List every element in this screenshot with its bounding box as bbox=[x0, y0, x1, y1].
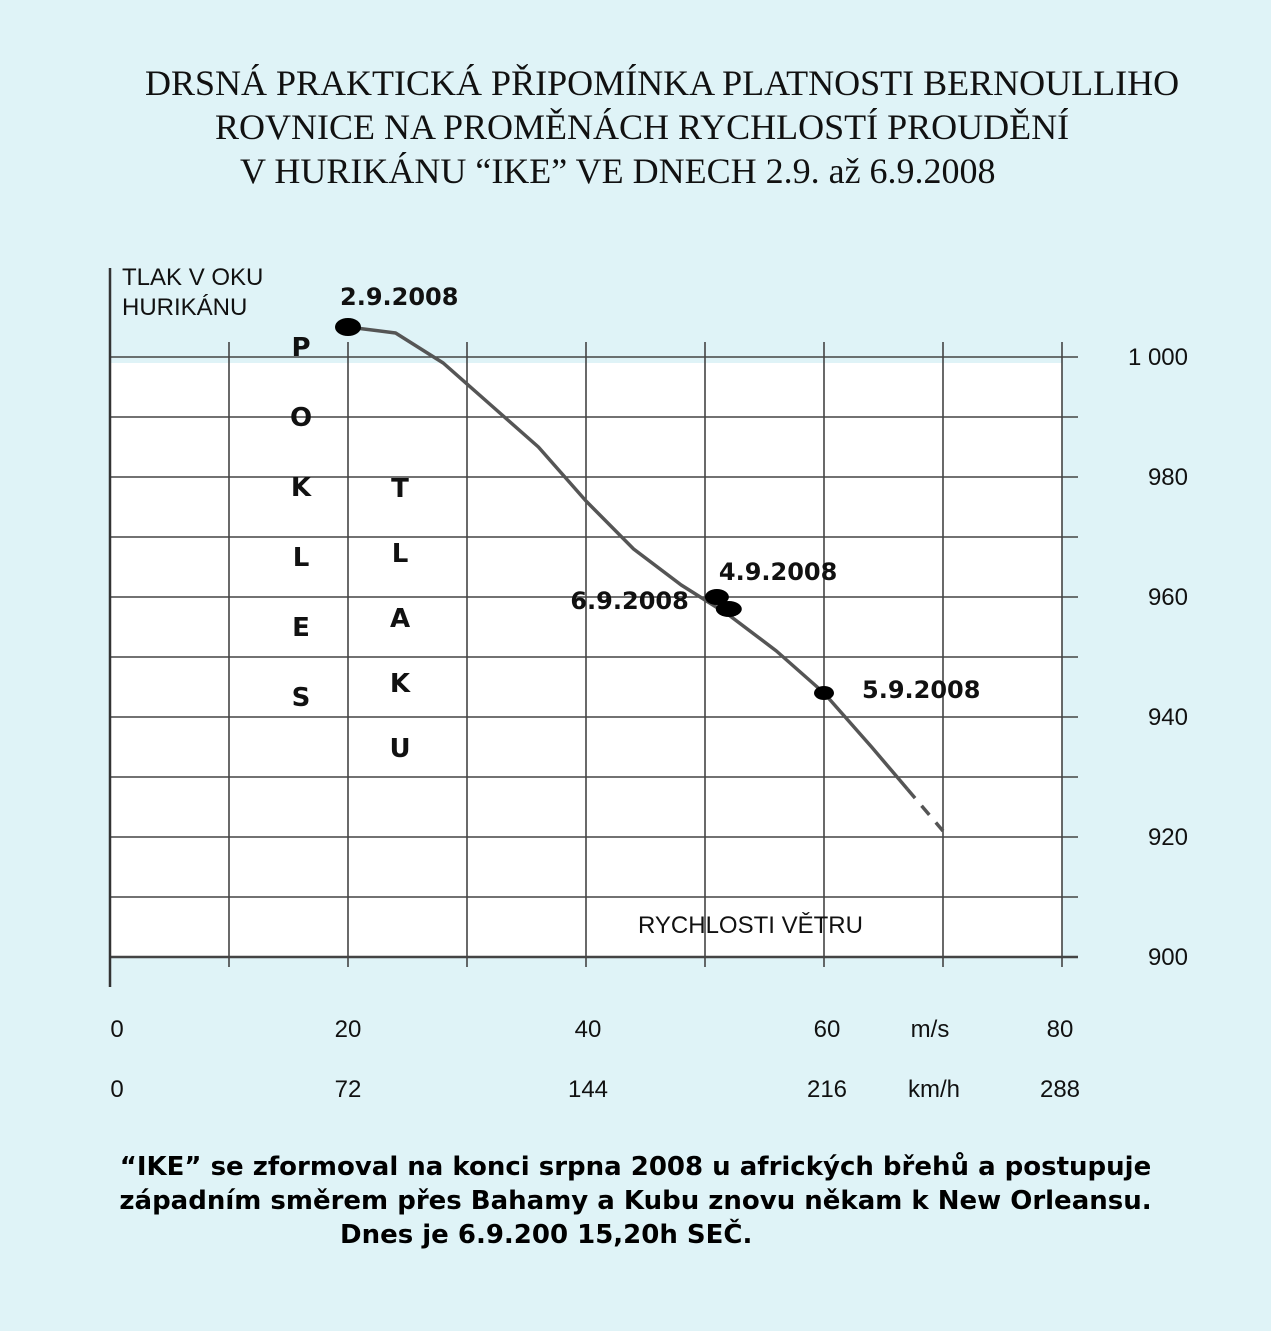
annotation-tlaku-letter: T bbox=[391, 474, 409, 504]
data-point-label: 2.9.2008 bbox=[340, 283, 459, 311]
y-tick-label: 940 bbox=[1147, 704, 1188, 731]
x-tick-label-ms: 60 bbox=[813, 1016, 841, 1043]
annotation-pokles-letter: S bbox=[291, 683, 311, 713]
title-line-2: ROVNICE NA PROMĚNÁCH RYCHLOSTÍ PROUDĚNÍ bbox=[215, 107, 1070, 147]
y-axis-label-line-1: TLAK V OKU bbox=[122, 264, 264, 291]
data-point-label: 5.9.2008 bbox=[862, 676, 981, 704]
annotation-tlaku-letter: K bbox=[389, 669, 411, 699]
x-unit-kmh: km/h bbox=[907, 1076, 961, 1103]
data-point bbox=[335, 318, 361, 336]
data-point-label: 4.9.2008 bbox=[718, 558, 838, 586]
title-line-3: V HURIKÁNU “IKE” VE DNECH 2.9. až 6.9.2008 bbox=[240, 151, 996, 191]
footer-line-2: západním směrem přes Bahamy a Kubu znovu někam k New Orleansu. bbox=[119, 1186, 1152, 1216]
annotation-pokles-letter: P bbox=[291, 333, 311, 363]
x-tick-label-kmh: 0 bbox=[110, 1076, 124, 1103]
y-tick-label: 900 bbox=[1147, 944, 1188, 971]
y-tick-label: 960 bbox=[1147, 584, 1188, 611]
annotation-tlaku-letter: U bbox=[389, 734, 411, 764]
data-point bbox=[814, 686, 834, 700]
y-tick-label: 1 000 bbox=[1127, 344, 1188, 371]
x-tick-label-kmh: 216 bbox=[806, 1076, 848, 1103]
annotation-pokles-letter: L bbox=[292, 543, 310, 573]
annotation-tlaku-letter: L bbox=[391, 539, 409, 569]
data-point bbox=[716, 601, 742, 617]
annotation-pokles-letter: O bbox=[289, 403, 313, 433]
x-tick-label-ms: 80 bbox=[1046, 1016, 1074, 1043]
x-tick-label-ms: 20 bbox=[334, 1016, 362, 1043]
x-tick-label-kmh: 72 bbox=[334, 1076, 362, 1103]
x-tick-label-kmh: 144 bbox=[567, 1076, 609, 1103]
annotation-pokles-letter: K bbox=[290, 473, 312, 503]
x-tick-label-ms: 40 bbox=[574, 1016, 602, 1043]
title-line-1: DRSNÁ PRAKTICKÁ PŘIPOMÍNKA PLATNOSTI BERNOULLIHO bbox=[145, 63, 1180, 103]
y-tick-label: 980 bbox=[1147, 464, 1188, 491]
annotation-tlaku-letter: A bbox=[389, 604, 411, 634]
annotation-pokles-letter: E bbox=[292, 613, 310, 643]
x-tick-label-kmh: 288 bbox=[1039, 1076, 1081, 1103]
x-unit-ms: m/s bbox=[910, 1016, 950, 1043]
footer-line-1: “IKE” se zformoval na konci srpna 2008 u afrických břehů a postupuje bbox=[119, 1152, 1152, 1182]
x-axis-label: RYCHLOSTI VĚTRU bbox=[638, 912, 863, 939]
data-point-label: 6.9.2008 bbox=[570, 587, 689, 615]
footer-note bbox=[0, 1150, 1271, 1252]
y-axis-label-line-2: HURIKÁNU bbox=[122, 294, 248, 321]
y-tick-label: 920 bbox=[1147, 824, 1188, 851]
x-tick-label-ms: 0 bbox=[110, 1016, 124, 1043]
footer-line-3: Dnes je 6.9.200 15,20h SEČ. bbox=[340, 1220, 753, 1250]
